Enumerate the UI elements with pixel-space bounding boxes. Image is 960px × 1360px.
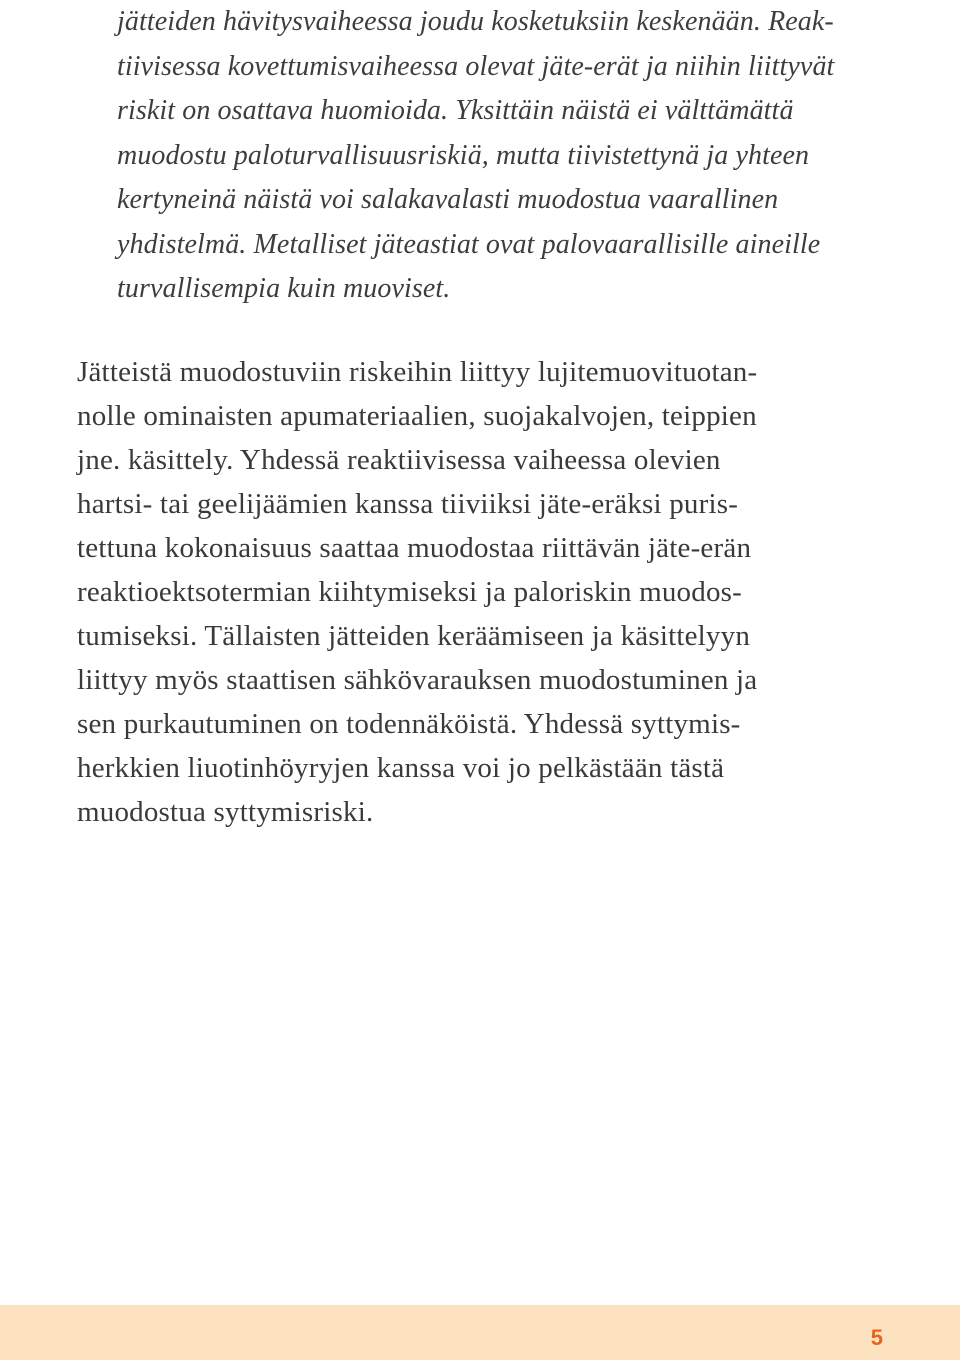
body-line: tettuna kokonaisuus saattaa muodostaa riittävän jäte-erän <box>77 532 752 564</box>
body-line: hartsi- tai geelijäämien kanssa tiiviiksi jäte-eräksi puris- <box>77 488 739 520</box>
footer-band <box>0 1305 960 1360</box>
body-paragraph <box>77 350 877 834</box>
body-line: jne. käsittely. Yhdessä reaktiivisessa vaiheessa olevien <box>77 444 721 476</box>
body-line: nolle ominaisten apumateriaalien, suojakalvojen, teippien <box>77 400 757 432</box>
body-line: reaktioektsotermian kiihtymiseksi ja paloriskin muodos- <box>77 576 743 608</box>
italic-line: jätteiden hävitysvaiheessa joudu kosketuksiin keskenään. Reak- <box>117 6 834 37</box>
italic-paragraph <box>117 0 857 312</box>
italic-line: riskit on osattava huomioida. Yksittäin näistä ei välttämättä <box>117 95 794 126</box>
italic-line: tiivisessa kovettumisvaiheessa olevat jäte-erät ja niihin liittyvät <box>117 50 835 82</box>
body-line: herkkien liuotinhöyryjen kanssa voi jo pelkästään tästä <box>77 752 725 784</box>
page-number: 5 <box>870 1325 883 1350</box>
italic-line: turvallisempia kuin muoviset. <box>117 273 451 304</box>
body-line: sen purkautuminen on todennäköistä. Yhdessä syttymis- <box>77 708 741 740</box>
body-line: liittyy myös staattisen sähkövarauksen muodostuminen ja <box>77 664 758 696</box>
body-line: muodostua syttymisriski. <box>77 796 374 828</box>
italic-line: kertyneinä näistä voi salakavalasti muodostua vaarallinen <box>117 184 779 215</box>
italic-line: yhdistelmä. Metalliset jäteastiat ovat palovaarallisille aineille <box>117 228 821 260</box>
body-line: Jätteistä muodostuviin riskeihin liittyy lujitemuovituotan- <box>77 356 758 388</box>
italic-line: muodostu paloturvallisuusriskiä, mutta tiivistettynä ja yhteen <box>117 139 810 171</box>
body-line: tumiseksi. Tällaisten jätteiden keräämiseen ja käsittelyyn <box>77 620 751 652</box>
